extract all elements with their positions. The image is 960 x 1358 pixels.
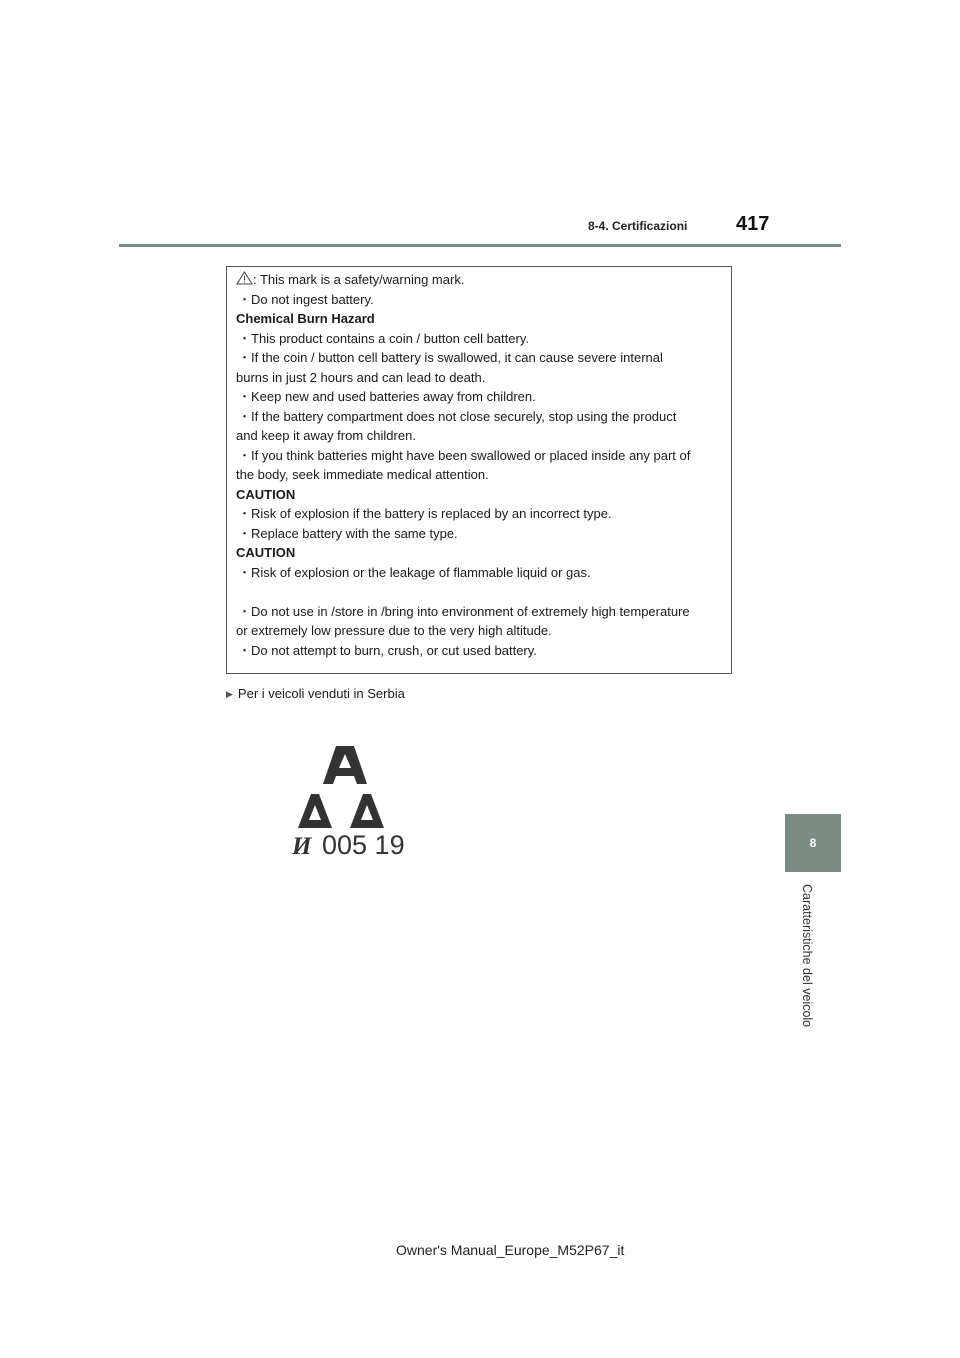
- line-swallow-2: burns in just 2 hours and can lead to death.: [236, 369, 486, 385]
- mark-triangle-right: [350, 794, 384, 828]
- line-replace: ・Replace battery with the same type.: [238, 525, 458, 541]
- mark-number: 005 19: [322, 830, 405, 860]
- chapter-tab: [785, 814, 841, 872]
- line-children: ・Keep new and used batteries away from children.: [238, 389, 536, 404]
- line-temperature-2: or extremely low pressure due to the very high altitude.: [236, 623, 552, 638]
- footer-text: Owner's Manual_Europe_M52P67_it: [396, 1242, 625, 1258]
- warning-mark-text: : This mark is a safety/warning mark.: [253, 272, 465, 287]
- caution-heading-2: CAUTION: [236, 545, 296, 560]
- line-burn: ・Do not attempt to burn, crush, or cut used battery.: [238, 642, 537, 658]
- line-medical-2: the body, seek immediate medical attention.: [236, 467, 489, 482]
- battery-warning-box: [226, 266, 732, 674]
- line-coin: ・This product contains a coin / button cell battery.: [238, 330, 529, 346]
- triangle-right-icon: ▶: [226, 689, 233, 699]
- caution-heading-1: CAUTION: [236, 486, 296, 502]
- line-temperature-1: ・Do not use in /store in /bring into environment of extremely high temperature: [238, 603, 690, 619]
- chapter-number: 8: [809, 836, 817, 850]
- spacer: [236, 582, 731, 602]
- mark-triangle-top: [323, 746, 367, 784]
- line-ingest: ・Do not ingest battery.: [238, 291, 374, 307]
- line-medical-1: ・If you think batteries might have been swallowed or placed inside any part of: [238, 447, 691, 463]
- chapter-label: Caratteristiche del veicolo: [800, 884, 814, 1028]
- line-compartment-1: ・If the battery compartment does not close securely, stop using the product: [238, 408, 677, 424]
- header-divider: [119, 244, 841, 247]
- mark-triangle-left: [298, 794, 332, 828]
- serbia-label-text: Per i veicoli venduti in Serbia: [237, 686, 405, 701]
- warning-mark-line: [236, 270, 731, 290]
- warning-triangle-icon: [236, 271, 253, 285]
- serbia-heading: [226, 686, 405, 701]
- line-explosion: ・Risk of explosion if the battery is replaced by an incorrect type.: [238, 506, 612, 521]
- chemical-burn-heading: Chemical Burn Hazard: [236, 311, 375, 326]
- section-title: 8-4. Certificazioni: [588, 219, 688, 233]
- line-compartment-2: and keep it away from children.: [236, 428, 416, 443]
- mark-letter: И: [292, 833, 312, 860]
- line-swallow-1: ・If the coin / button cell battery is swallowed, it can cause severe internal: [238, 350, 663, 365]
- serbian-certification-mark: [290, 742, 420, 860]
- page-number: 417: [736, 213, 770, 235]
- line-leakage: ・Risk of explosion or the leakage of flammable liquid or gas.: [238, 564, 591, 580]
